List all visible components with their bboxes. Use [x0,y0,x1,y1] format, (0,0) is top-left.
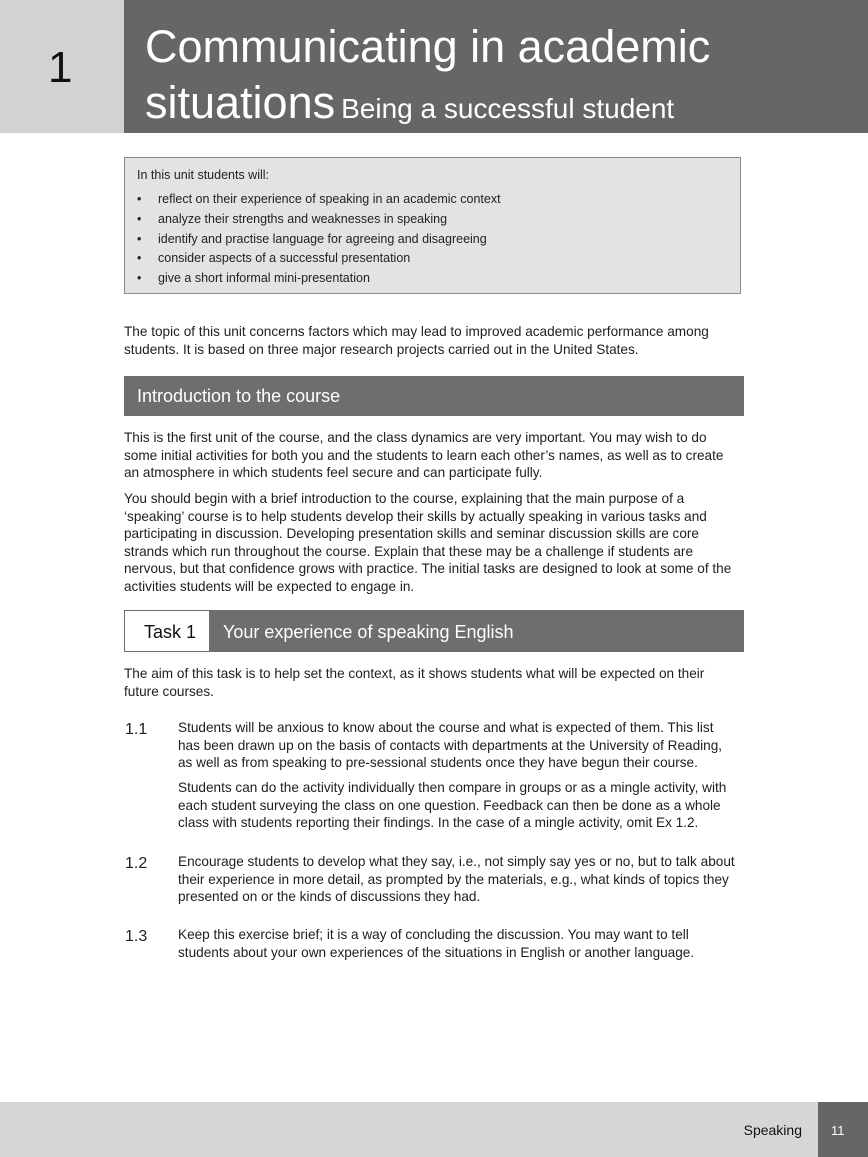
section-heading: Introduction to the course [137,386,341,406]
unit-number-block [0,0,124,133]
objective-item [137,269,501,289]
task-label: Task 1 [144,622,197,642]
bullet-icon: • [137,231,142,246]
topic-paragraph: The topic of this unit concerns factors which may lead to improved academic performance among students. It is based on three major research projects carried out in the United States. [124,324,709,357]
bullet-icon: • [137,251,142,266]
bullet-icon: • [137,211,142,226]
bullet-icon: • [137,271,142,286]
objective-text: consider aspects of a successful presentation [158,251,411,266]
item-number: 1.3 [125,928,148,945]
objectives-intro: In this unit students will: [137,168,270,182]
item-paragraph: Students can do the activity individually then compare in groups or as a mingle activity, with each student surveying the class on one question. Feedback can then be done as a whole class with students reporting their findings. In the case of a mingle activity, omit Ex 1.2. [178,780,727,831]
objective-item [137,210,501,230]
item-paragraph: Encourage students to develop what they say, i.e., not simply say yes or no, but to talk about their experience in more detail, as prompted by the materials, e.g., what kinds of topics they presented on or the kinds of discussions they had. [178,854,735,905]
item-paragraph: Students will be anxious to know about the course and what is expected of them. This list has been drawn up on the basis of contacts with departments at the University of Reading, as well as from speaking to pre-sessional students once they have begun their course. [178,720,723,771]
objective-item [137,249,501,269]
unit-subtitle: Being a successful student [341,93,675,124]
section-heading-bar [124,376,744,416]
intro-paragraph-2: You should begin with a brief introduction to the course, explaining that the main purpose of a ‘speaking’ course is to help students develop their skills by actually speaking in various tasks and participating in discussion. Developing presentation skills and seminar discussion skills are core strands which run throughout the course. Explain that these may be a challenge if students are nervous, but that confidence grows with practice. The initial tasks are designed to look at some of the activities students will be expected to engage in. [124,491,732,594]
item-number: 1.2 [125,855,148,872]
page-footer [0,1102,818,1157]
task-label-box [124,610,210,652]
unit-header [124,0,868,133]
task-title: Your experience of speaking English [223,622,514,642]
objective-text: identify and practise language for agreeing and disagreeing [158,231,487,246]
objective-text: give a short informal mini-presentation [158,271,370,286]
footer-section-label: Speaking [743,1122,802,1138]
item-paragraph: Keep this exercise brief; it is a way of concluding the discussion. You may want to tell students about your own experiences of the situations in English or another language. [178,927,695,960]
item-number: 1.1 [125,721,148,738]
objective-item [137,230,501,250]
objective-text: analyze their strengths and weaknesses in speaking [158,211,448,226]
page-number-box [818,1102,868,1157]
objective-text: reflect on their experience of speaking in an academic context [158,192,501,206]
unit-number: 1 [48,43,73,92]
intro-paragraph-1: This is the first unit of the course, and the class dynamics are very important. You may wish to do some initial activities for both you and the students to learn each other’s names, as well as to create an atmosphere in which students feel secure and can participate fully. [124,430,724,481]
task-aim-paragraph: The aim of this task is to help set the context, as it shows students what will be expected on their future courses. [124,666,705,699]
unit-title-situations: situations [145,77,336,128]
page-number: 11 [831,1123,845,1138]
bullet-icon: • [137,192,142,206]
unit-title-line-2 [145,77,675,128]
unit-title-line-1: Communicating in academic [145,21,711,72]
unit-objectives-box [124,157,741,294]
task-heading-bar [124,610,744,652]
objectives-list [137,190,501,289]
objective-item [137,190,501,210]
